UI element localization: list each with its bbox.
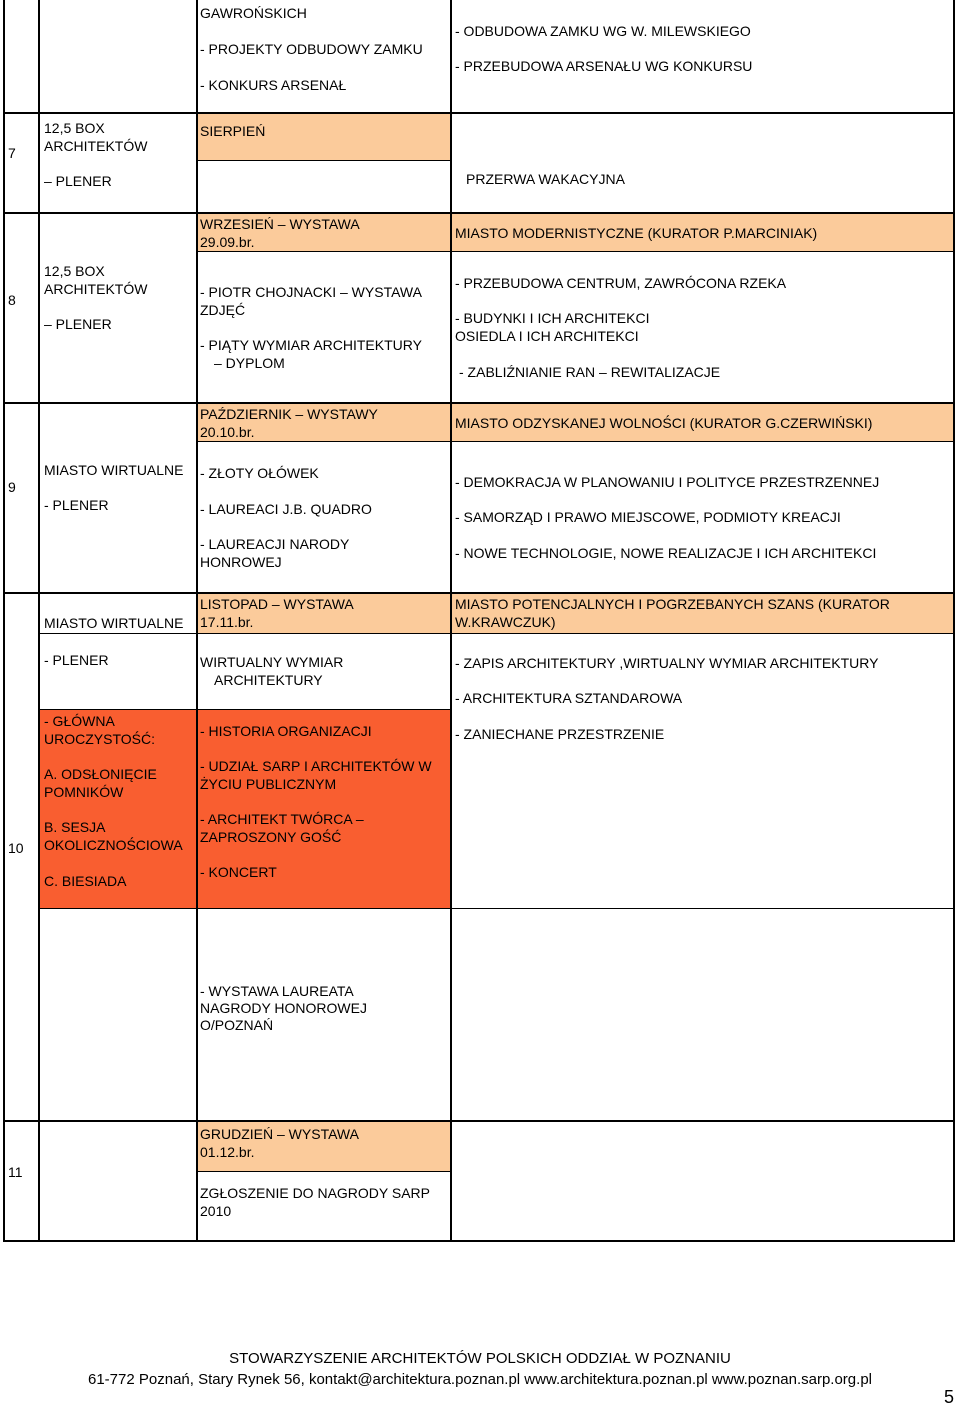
grid-v-1: [38, 0, 40, 1242]
top-c4-line2: - PRZEBUDOWA ARSENAŁU WG KONKURSU: [455, 58, 753, 74]
row9-c3-line2: - LAUREACI J.B. QUADRO: [200, 501, 372, 517]
row10-orange-top: [39, 709, 451, 710]
row10-number: 10: [8, 840, 24, 856]
row10-orange-bottom: [39, 908, 954, 909]
footer-organization: STOWARZYSZENIE ARCHITEKTÓW POLSKICH ODDZIAŁ W POZNANIU: [229, 1350, 731, 1367]
grid-h-3: [3, 402, 955, 404]
row8-c2-line2: ARCHITEKTÓW: [44, 281, 148, 297]
row10-ceremony-line2: UROCZYSTOŚĆ:: [44, 731, 155, 747]
row9-c2-line1: MIASTO WIRTUALNE: [44, 462, 184, 478]
row7-c2-line2: ARCHITEKTÓW: [44, 138, 148, 154]
row10-c3-line1: WIRTUALNY WYMIAR: [200, 654, 344, 670]
row10-curator-line1: MIASTO POTENCJALNYCH I POGRZEBANYCH SZANS (KURATOR: [455, 596, 890, 612]
row10-c4-line1: - ZAPIS ARCHITEKTURY ,WIRTUALNY WYMIAR ARCHITEKTURY: [455, 655, 879, 671]
row8-c3-line1: - PIOTR CHOJNACKI – WYSTAWA: [200, 284, 422, 300]
row8-month-line2: 29.09.br.: [200, 234, 255, 250]
row11-month-line2: 01.12.br.: [200, 1144, 255, 1160]
row9-c4-line2: - SAMORZĄD I PRAWO MIEJSCOWE, PODMIOTY KREACJI: [455, 509, 841, 525]
row8-month-line1: WRZESIEŃ – WYSTAWA: [200, 216, 360, 232]
grid-h-2: [3, 212, 955, 214]
top-c4-line1: - ODBUDOWA ZAMKU WG W. MILEWSKIEGO: [455, 23, 751, 39]
row10-ceremony-line6: OKOLICZNOŚCIOWA: [44, 837, 183, 853]
row10-ceremony-line3: A. ODSŁONIĘCIE: [44, 766, 157, 782]
row8-number: 8: [8, 292, 16, 308]
row7-summer-break: PRZERWA WAKACYJNA: [466, 171, 625, 187]
row8-c3-line2: ZDJĘĆ: [200, 302, 246, 318]
row10-curator-line2: W.KRAWCZUK): [455, 614, 556, 630]
row9-c4-line1: - DEMOKRACJA W PLANOWANIU I POLITYCE PRZESTRZENNEJ: [455, 474, 880, 490]
page-number: 5: [944, 1387, 955, 1407]
row8-c2-line1: 12,5 BOX: [44, 263, 105, 279]
row8-header-line: [197, 251, 954, 252]
row9-c3-line3: - LAUREACJI NARODY: [200, 536, 350, 552]
row8-c4-line1: - PRZEBUDOWA CENTRUM, ZAWRÓCONA RZEKA: [455, 275, 787, 291]
grid-h-bottom: [3, 1240, 955, 1242]
row10-ceremony-line1: - GŁÓWNA: [44, 713, 115, 729]
row10-c4-line2: - ARCHITEKTURA SZTANDAROWA: [455, 690, 683, 706]
row10-c2-line: [39, 633, 197, 634]
grid-v-left: [3, 0, 5, 1242]
row9-month-line1: PAŹDZIERNIK – WYSTAWY: [200, 406, 378, 422]
row7-header-line: [197, 160, 451, 161]
row9-c2-line2: - PLENER: [44, 497, 109, 513]
row9-c3-line4: HONROWEJ: [200, 554, 282, 570]
row11-number: 11: [8, 1164, 23, 1180]
row8-c4-line4: - ZABLIŹNIANIE RAN – REWITALIZACJE: [459, 364, 721, 380]
top-c3-line2: - PROJEKTY ODBUDOWY ZAMKU: [200, 41, 423, 57]
row10-ceremony-line5: B. SESJA: [44, 819, 106, 835]
grid-h-4: [3, 592, 955, 594]
row10-laureate-line3: O/POZNAŃ: [200, 1017, 274, 1033]
row10-program-line6: - KONCERT: [200, 864, 277, 880]
row7-number: 7: [8, 145, 16, 161]
row9-curator: MIASTO ODZYSKANEJ WOLNOŚCI (KURATOR G.CZERWIŃSKI): [455, 415, 873, 431]
row10-program-line5: ZAPROSZONY GOŚĆ: [200, 829, 342, 845]
row7-month: SIERPIEŃ: [200, 123, 266, 139]
grid-h-5: [3, 1120, 955, 1122]
row10-program-line1: - HISTORIA ORGANIZACJI: [200, 723, 372, 739]
footer-contact: 61-772 Poznań, Stary Rynek 56, kontakt@architektura.poznan.pl www.architektura.poznan.pl www.poznan.sarp.org.pl: [88, 1371, 872, 1388]
row10-c2-line1: MIASTO WIRTUALNE: [44, 615, 184, 631]
row7-c2-line1: 12,5 BOX: [44, 120, 105, 136]
row9-header-line: [197, 441, 954, 442]
row8-c2-line3: – PLENER: [44, 316, 112, 332]
row11-c3-line2: 2010: [200, 1203, 232, 1219]
row10-program-line3: ŻYCIU PUBLICZNYM: [200, 776, 337, 792]
row11-month-line1: GRUDZIEŃ – WYSTAWA: [200, 1126, 359, 1142]
row10-laureate-line1: - WYSTAWA LAUREATA: [200, 983, 354, 999]
row8-c4-line2: - BUDYNKI I ICH ARCHITEKCI: [455, 310, 650, 326]
row10-c2-line2: - PLENER: [44, 652, 109, 668]
grid-h-1: [3, 112, 955, 114]
row8-c4-line3: OSIEDLA I ICH ARCHITEKCI: [455, 328, 639, 344]
row7-c2-line3: – PLENER: [44, 173, 112, 189]
row10-month-line2: 17.11.br.: [200, 614, 254, 630]
grid-v-right: [953, 0, 955, 1242]
grid-v-3: [450, 0, 452, 1242]
row10-month-line1: LISTOPAD – WYSTAWA: [200, 596, 354, 612]
grid-v-2: [196, 0, 198, 1242]
row9-number: 9: [8, 479, 16, 495]
row10-header-line: [197, 633, 954, 634]
row9-c4-line3: - NOWE TECHNOLOGIE, NOWE REALIZACJE I ICH ARCHITEKCI: [455, 545, 877, 561]
row10-c3-line2: ARCHITEKTURY: [214, 672, 323, 688]
row8-c3-line4: – DYPLOM: [214, 355, 285, 371]
row11-c3-line1: ZGŁOSZENIE DO NAGRODY SARP: [200, 1185, 431, 1201]
row8-curator: MIASTO MODERNISTYCZNE (KURATOR P.MARCINIAK): [455, 225, 818, 241]
row10-c4-line3: - ZANIECHANE PRZESTRZENIE: [455, 726, 665, 742]
row10-ceremony-line7: C. BIESIADA: [44, 873, 127, 889]
row8-c3-line3: - PIĄTY WYMIAR ARCHITEKTURY: [200, 337, 422, 353]
row10-program-line4: - ARCHITEKT TWÓRCA –: [200, 811, 364, 827]
row10-program-line2: - UDZIAŁ SARP I ARCHITEKTÓW W: [200, 758, 432, 774]
row10-ceremony-line4: POMNIKÓW: [44, 784, 124, 800]
top-c3-line3: - KONKURS ARSENAŁ: [200, 77, 347, 93]
top-c3-line1: GAWROŃSKICH: [200, 5, 307, 21]
row9-c3-line1: - ZŁOTY OŁÓWEK: [200, 465, 319, 481]
row9-month-line2: 20.10.br.: [200, 424, 255, 440]
row10-laureate-line2: NAGRODY HONOROWEJ: [200, 1000, 367, 1016]
row11-header-line: [197, 1171, 451, 1172]
